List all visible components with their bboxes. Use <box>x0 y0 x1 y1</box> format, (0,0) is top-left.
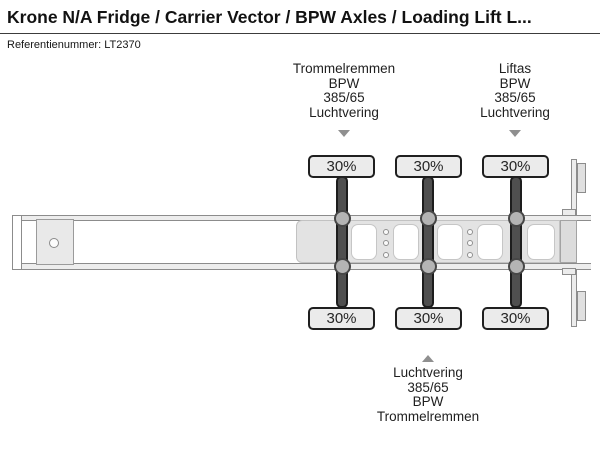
axle-bar-3 <box>510 176 522 308</box>
tire-load-label: 30% <box>482 307 549 330</box>
bolt-hole <box>467 252 473 258</box>
arrow-up-icon <box>422 355 434 362</box>
page-title: Krone N/A Fridge / Carrier Vector / BPW Axles / Loading Lift L... <box>7 7 532 27</box>
callout-line: Luchtvering <box>393 365 463 380</box>
rear-frame-column <box>560 220 577 263</box>
callout-line: Luchtvering <box>480 104 550 120</box>
callout-front-axles <box>259 62 429 120</box>
callout-line: Liftas <box>498 61 532 76</box>
wheel-hub <box>420 210 437 227</box>
rear-foot-top <box>562 209 576 216</box>
callout-line: Trommelremmen <box>376 408 480 424</box>
wheel-hub <box>334 258 351 275</box>
chassis-bottom-rail <box>12 263 591 270</box>
bolt-hole <box>383 252 389 258</box>
rear-door-bar-top <box>571 159 577 216</box>
title-divider <box>0 33 600 34</box>
callout-line: BPW <box>499 75 531 91</box>
tire-load-label: 30% <box>395 307 462 330</box>
bolt-hole <box>383 229 389 235</box>
arrow-down-icon <box>509 130 521 137</box>
bolt-hole <box>467 229 473 235</box>
rear-hinge-top <box>577 163 586 193</box>
callout-lift-axle <box>430 62 600 120</box>
web-cutout <box>437 224 463 260</box>
callout-line: Trommelremmen <box>292 61 396 76</box>
kingpin <box>49 238 59 248</box>
bolt-hole <box>383 240 389 246</box>
rear-hinge-bottom <box>577 291 586 321</box>
wheel-hub <box>334 210 351 227</box>
tire-load-label: 30% <box>482 155 549 178</box>
web-cutout <box>527 224 555 260</box>
arrow-down-icon <box>338 130 350 137</box>
wheel-hub <box>420 258 437 275</box>
tire-load-label: 30% <box>308 155 375 178</box>
wheel-hub <box>508 258 525 275</box>
callout-line: BPW <box>412 394 444 410</box>
tire-load-label: 30% <box>395 155 462 178</box>
web-cutout <box>477 224 503 260</box>
tire-load-label: 30% <box>308 307 375 330</box>
callout-line: 385/65 <box>407 379 449 395</box>
bolt-hole <box>467 240 473 246</box>
rear-door-bar-bottom <box>571 269 577 327</box>
axle-bar-2 <box>422 176 434 308</box>
reference-number: Referentienummer: LT2370 <box>7 39 141 51</box>
chassis-front-cap <box>12 215 22 270</box>
rear-foot-bottom <box>562 268 576 275</box>
callout-line: Luchtvering <box>309 104 379 120</box>
callout-line: 385/65 <box>494 90 536 106</box>
wheel-hub <box>508 210 525 227</box>
callout-line: BPW <box>328 75 360 91</box>
callout-line: 385/65 <box>323 90 365 106</box>
callout-middle-axle <box>343 366 513 424</box>
axle-bar-1 <box>336 176 348 308</box>
web-cutout <box>351 224 377 260</box>
web-cutout <box>393 224 419 260</box>
